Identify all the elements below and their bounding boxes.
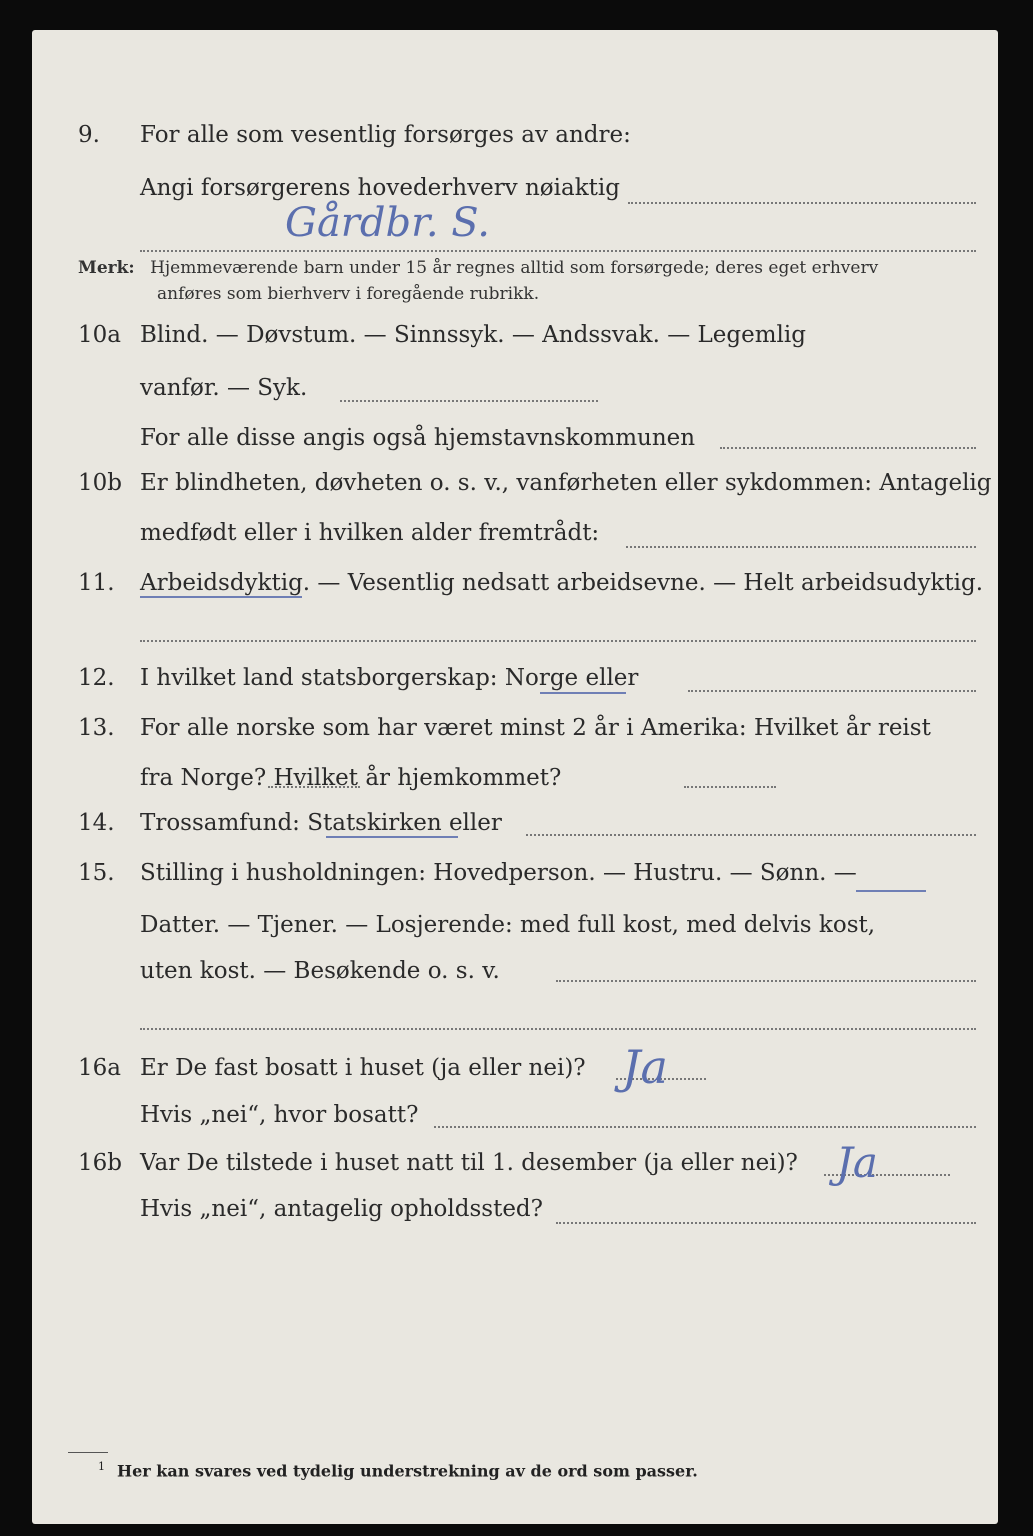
- handwritten-tilstede: Ja: [836, 1138, 878, 1187]
- hjemstavn-fill-line: [720, 447, 976, 449]
- opholdssted-fill-line: [556, 1222, 976, 1224]
- footnote: [98, 1460, 698, 1480]
- arbeidsdyktig-underline: [140, 596, 302, 598]
- item-13-reist: [0, 765, 1033, 805]
- item-13: [0, 715, 1033, 755]
- item-11: [0, 570, 1033, 610]
- item-number: 9.: [78, 122, 100, 148]
- item-text: Arbeidsdyktig. — Vesentlig nedsatt arbeidsevne. — Helt arbeidsudyktig.: [140, 570, 984, 596]
- item-16b: [0, 1150, 1033, 1190]
- item-number: 10b: [78, 470, 122, 496]
- item-text: vanfør. — Syk.: [140, 375, 308, 401]
- item-text: For alle norske som har været minst 2 år i Amerika: Hvilket år reist: [140, 715, 931, 741]
- item-text: I hvilket land statsborgerskap: Norge eller: [140, 665, 639, 691]
- alder-fill-line: [626, 546, 976, 548]
- item-10b-alder: [0, 520, 1033, 560]
- item-text: Trossamfund: Statskirken eller: [140, 810, 502, 836]
- item-number: 13.: [78, 715, 115, 741]
- reist-fill-line: [268, 786, 360, 788]
- hvor-bosatt-fill-line: [434, 1126, 976, 1128]
- item-16a: [0, 1055, 1033, 1095]
- handwritten-provider: Gårdbr. S.: [285, 200, 490, 246]
- item-text: For alle disse angis også hjemstavnskommunen: [140, 425, 696, 451]
- item-number: 16b: [78, 1150, 122, 1176]
- syk-fill-line: [340, 400, 598, 402]
- item-16b-opholdssted: [0, 1196, 1033, 1236]
- footnote-text: Her kan svares ved tydelig understrekning av de ord som passer.: [117, 1461, 698, 1481]
- item-10a: [0, 322, 1033, 362]
- merk-label: Merk:: [78, 258, 135, 278]
- item-9-provider: [0, 175, 1033, 215]
- item-number: 12.: [78, 665, 115, 691]
- footnote-mark: 1: [98, 1460, 105, 1473]
- provider-fill-line-2: [140, 250, 976, 252]
- merk-note: [78, 258, 878, 278]
- item-text: Er blindheten, døvheten o. s. v., vanførheten eller sykdommen: Antagelig: [140, 470, 992, 496]
- sonn-underline: [856, 890, 926, 892]
- provider-fill-line: [628, 202, 976, 204]
- item-16a-hvor: [0, 1102, 1033, 1142]
- merk-line-2: anføres som bierhverv i foregående rubrikk.: [157, 284, 540, 304]
- item-9: [0, 122, 1033, 162]
- handwritten-bosatt: Ja: [622, 1040, 668, 1094]
- norge-underline: [540, 692, 626, 694]
- item-14: [0, 810, 1033, 850]
- item-10a-vanfor: [0, 375, 1033, 415]
- item-10a-hjemstavn: [0, 425, 1033, 465]
- item-15: [0, 860, 1033, 900]
- item-number: 10a: [78, 322, 121, 348]
- footnote-rule: [68, 1452, 108, 1453]
- item-number: 16a: [78, 1055, 121, 1081]
- item-text: Blind. — Døvstum. — Sinnssyk. — Andssvak. — Legemlig: [140, 322, 806, 348]
- item-text: Hvis „nei“, antagelig opholdssted?: [140, 1196, 543, 1222]
- item-text: Hvis „nei“, hvor bosatt?: [140, 1102, 419, 1128]
- merk-line-1: Hjemmeværende barn under 15 år regnes alltid som forsørgede; deres eget erhverv: [150, 258, 879, 278]
- item-number: 11.: [78, 570, 115, 596]
- trossamfund-fill-line: [526, 834, 976, 836]
- item-text: Stilling i husholdningen: Hovedperson. — Hustru. — Sønn. —: [140, 860, 857, 886]
- item-text: For alle som vesentlig forsørges av andre:: [140, 122, 631, 148]
- item-15-uten-kost: [0, 958, 1033, 998]
- item-12: [0, 665, 1033, 705]
- item-text: Er De fast bosatt i huset (ja eller nei)?: [140, 1055, 586, 1081]
- husholdning-fill-line-2: [140, 1028, 976, 1030]
- hjemkommet-fill-line: [684, 786, 776, 788]
- statskirken-underline: [326, 836, 458, 838]
- item-10b: [0, 470, 1033, 510]
- item-text: Datter. — Tjener. — Losjerende: med full kost, med delvis kost,: [140, 912, 876, 938]
- husholdning-fill-line: [556, 980, 976, 982]
- item-number: 15.: [78, 860, 115, 886]
- item-text: Var De tilstede i huset natt til 1. desember (ja eller nei)?: [140, 1150, 798, 1176]
- item-11-fill-line: [140, 640, 976, 642]
- item-text: uten kost. — Besøkende o. s. v.: [140, 958, 500, 984]
- item-text: Angi forsørgerens hovederhverv nøiaktig: [140, 175, 620, 201]
- item-text: fra Norge? Hvilket år hjemkommet?: [140, 765, 562, 791]
- item-number: 14.: [78, 810, 115, 836]
- item-text: medfødt eller i hvilken alder fremtrådt:: [140, 520, 600, 546]
- statsborgerskap-fill-line: [688, 690, 976, 692]
- item-15-datter: [0, 912, 1033, 952]
